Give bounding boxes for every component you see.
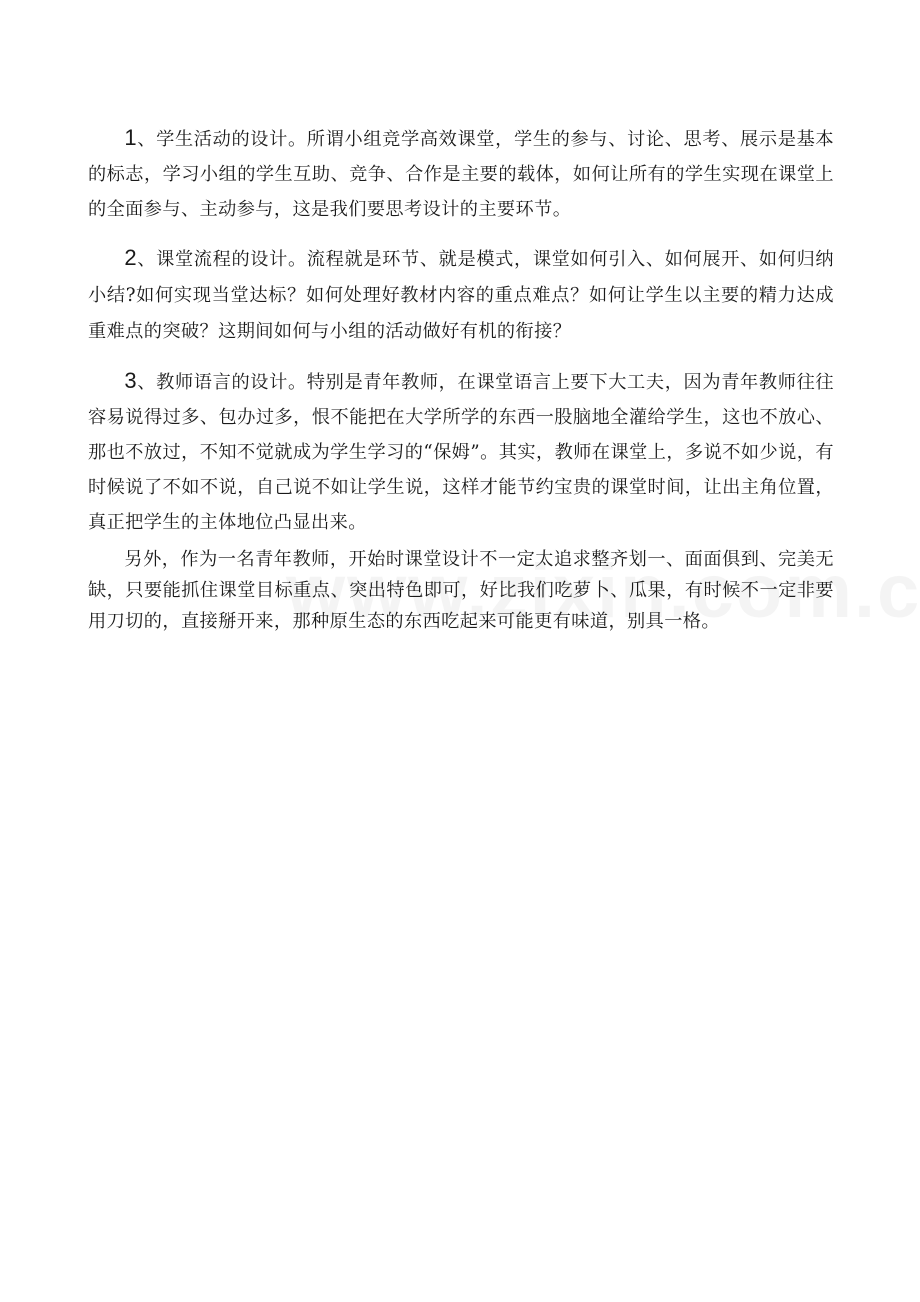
paragraph-teacher-language <box>88 363 834 540</box>
paragraph-additional-note <box>88 544 834 637</box>
paragraph-number: 3 <box>124 368 138 393</box>
paragraph-text: 、学生活动的设计。所谓小组竞学高效课堂，学生的参与、讨论、思考、展示是基本的标志，学习小组的学生互助、竞争、合作是主要的载体，如何让所有的学生实现在课堂上的全面参与、主动参与，这是我们要思考设计的主要环节。 <box>88 129 834 220</box>
paragraph-text: 另外，作为一名青年教师，开始时课堂设计不一定太追求整齐划一、面面俱到、完美无缺，只要能抓住课堂目标重点、突出特色即可，好比我们吃萝卜、瓜果，有时候不一定非要用刀切的，直接掰开来，那种原生态的东西吃起来可能更有味道，别具一格。 <box>88 549 834 632</box>
paragraph-number: 2 <box>124 245 138 270</box>
paragraph-number: 1 <box>124 125 138 150</box>
paragraph-class-flow <box>88 240 834 350</box>
document-body <box>88 120 834 637</box>
paragraph-text: 、课堂流程的设计。流程就是环节、就是模式，课堂如何引入、如何展开、如何归纳小结?如何实现当堂达标？如何处理好教材内容的重点难点？如何让学生以主要的精力达成重难点的突破？这期间如何与小组的活动做好有机的衔接？ <box>88 249 834 342</box>
paragraph-student-activity <box>88 120 834 227</box>
paragraph-text: 、教师语言的设计。特别是青年教师，在课堂语言上要下大工夫，因为青年教师往往容易说得过多、包办过多，恨不能把在大学所学的东西一股脑地全灌给学生，这也不放心、那也不放过，不知不觉就成为学生学习的“保姆”。其实，教师在课堂上，多说不如少说，有时候说了不如不说，自己说不如让学生说，这样才能节约宝贵的课堂时间，让出主角位置，真正把学生的主体地位凸显出来。 <box>88 372 834 533</box>
